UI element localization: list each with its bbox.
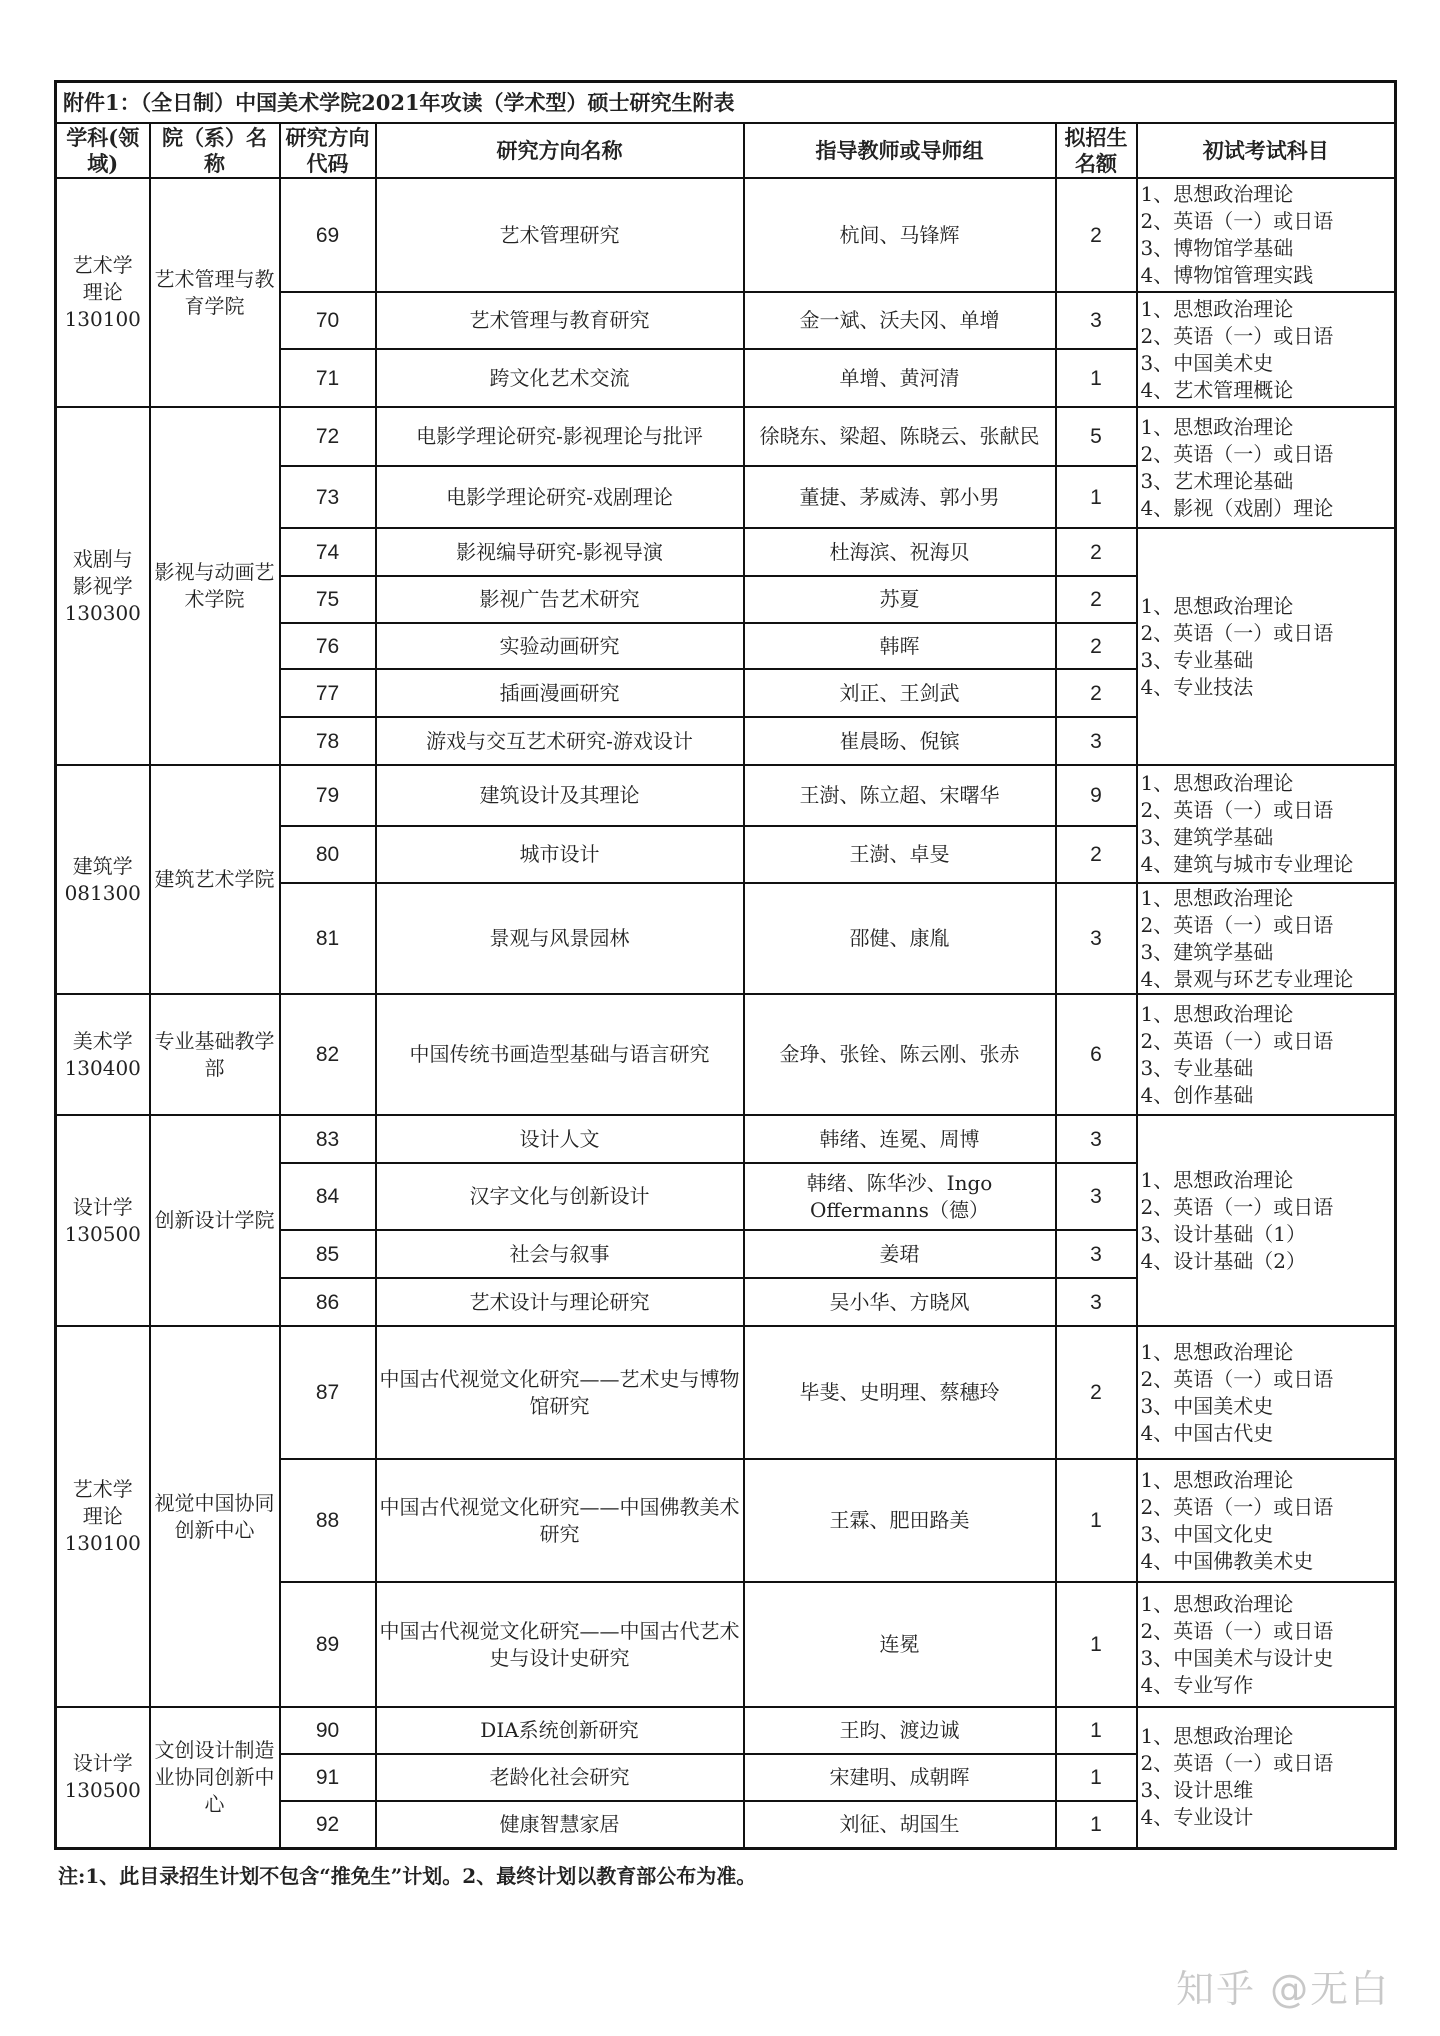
exam-subjects-cell xyxy=(1137,1115,1396,1326)
header-exam: 初试考试科目 xyxy=(1137,123,1396,178)
header-row xyxy=(56,123,1396,178)
department-cell: 文创设计制造业协同创新中心 xyxy=(150,1707,280,1848)
exam-subjects-cell xyxy=(1137,1582,1396,1707)
exam-subjects-cell xyxy=(1137,1459,1396,1582)
advisor-cell: 吴小华、方晓风 xyxy=(744,1278,1056,1326)
department-cell: 建筑艺术学院 xyxy=(150,765,280,994)
exam-subject: 3、建筑学基础 xyxy=(1140,939,1274,964)
exam-subject: 1、思想政治理论 xyxy=(1140,1339,1294,1364)
exam-subjects-cell xyxy=(1137,292,1396,407)
advisor-cell: 韩绪、连冕、周博 xyxy=(744,1115,1056,1163)
exam-subject: 4、中国佛教美术史 xyxy=(1140,1548,1314,1573)
quota-cell: 2 xyxy=(1056,576,1137,623)
exam-subjects-cell xyxy=(1137,178,1396,292)
exam-subjects-cell xyxy=(1137,528,1396,765)
table-row xyxy=(56,407,1396,466)
quota-cell: 1 xyxy=(1056,1754,1137,1801)
advisor-cell: 邵健、康胤 xyxy=(744,883,1056,994)
exam-subject: 2、英语（一）或日语 xyxy=(1140,209,1334,233)
exam-subject: 1、思想政治理论 xyxy=(1140,1001,1294,1026)
direction-cell: 景观与风景园林 xyxy=(376,883,744,994)
table-row xyxy=(56,1115,1396,1163)
exam-subject: 1、思想政治理论 xyxy=(1140,296,1294,321)
exam-subject: 4、专业设计 xyxy=(1140,1805,1254,1830)
quota-cell: 3 xyxy=(1056,1230,1137,1278)
exam-subject: 2、英语（一）或日语 xyxy=(1140,1028,1334,1053)
table-row xyxy=(56,994,1396,1115)
direction-cell: 城市设计 xyxy=(376,826,744,883)
header-quota: 拟招生名额 xyxy=(1056,123,1137,178)
exam-subject: 4、创作基础 xyxy=(1140,1082,1254,1107)
code-cell: 90 xyxy=(280,1707,376,1754)
header-discipline: 学科(领域) xyxy=(56,123,150,178)
code-cell: 84 xyxy=(280,1163,376,1230)
direction-cell: 电影学理论研究-影视理论与批评 xyxy=(376,407,744,466)
direction-cell: 插画漫画研究 xyxy=(376,669,744,717)
advisor-cell: 姜珺 xyxy=(744,1230,1056,1278)
direction-cell: 电影学理论研究-戏剧理论 xyxy=(376,466,744,528)
discipline-cell xyxy=(56,1326,150,1707)
quota-cell: 2 xyxy=(1056,669,1137,717)
quota-cell: 1 xyxy=(1056,1582,1137,1707)
department-cell: 艺术管理与教育学院 xyxy=(150,178,280,407)
quota-cell: 2 xyxy=(1056,623,1137,669)
direction-cell: 中国传统书画造型基础与语言研究 xyxy=(376,994,744,1115)
discipline-line: 影视学 xyxy=(72,573,133,598)
exam-subject: 2、英语（一）或日语 xyxy=(1140,1618,1334,1643)
code-cell: 72 xyxy=(280,407,376,466)
code-cell: 80 xyxy=(280,826,376,883)
direction-cell: 实验动画研究 xyxy=(376,623,744,669)
discipline-line: 设计学 xyxy=(72,1751,133,1776)
title-row xyxy=(56,82,1396,124)
advisor-cell: 王霖、肥田路美 xyxy=(744,1459,1056,1582)
exam-subject: 3、中国美术史 xyxy=(1140,350,1274,375)
advisor-cell: 金一斌、沃夫冈、单增 xyxy=(744,292,1056,349)
exam-subject: 3、设计基础（1） xyxy=(1140,1221,1306,1246)
exam-subject: 1、思想政治理论 xyxy=(1140,885,1294,910)
table-row xyxy=(56,178,1396,292)
quota-cell: 2 xyxy=(1056,528,1137,576)
advisor-cell: 连冕 xyxy=(744,1582,1056,1707)
code-cell: 70 xyxy=(280,292,376,349)
exam-subject: 4、设计基础（2） xyxy=(1140,1248,1306,1273)
exam-subject: 1、思想政治理论 xyxy=(1140,1167,1294,1192)
discipline-line: 理论 xyxy=(82,1504,123,1528)
code-cell: 83 xyxy=(280,1115,376,1163)
advisor-cell: 崔晨旸、倪镔 xyxy=(744,717,1056,765)
discipline-line: 艺术学 xyxy=(72,253,133,277)
exam-subjects-cell xyxy=(1137,765,1396,883)
exam-subject: 1、思想政治理论 xyxy=(1140,1724,1294,1749)
discipline-line: 戏剧与 xyxy=(72,546,133,571)
quota-cell: 3 xyxy=(1056,717,1137,765)
direction-cell: 影视编导研究-影视导演 xyxy=(376,528,744,576)
quota-cell: 1 xyxy=(1056,349,1137,407)
quota-cell: 2 xyxy=(1056,1326,1137,1459)
direction-cell: 艺术管理与教育研究 xyxy=(376,292,744,349)
quota-cell: 3 xyxy=(1056,883,1137,994)
exam-subject: 2、英语（一）或日语 xyxy=(1140,441,1334,466)
department-cell: 创新设计学院 xyxy=(150,1115,280,1326)
department-cell: 影视与动画艺术学院 xyxy=(150,407,280,765)
advisor-cell: 金琤、张铨、陈云刚、张赤 xyxy=(744,994,1056,1115)
department-cell: 专业基础教学部 xyxy=(150,994,280,1115)
exam-subject: 2、英语（一）或日语 xyxy=(1140,1366,1334,1391)
table-title: 附件1：（全日制）中国美术学院2021年攻读（学术型）硕士研究生附表 xyxy=(56,82,1396,124)
footnote: 注:1、此目录招生计划不包含“推免生”计划。2、最终计划以教育部公布为准。 xyxy=(58,1864,757,1888)
header-direction: 研究方向名称 xyxy=(376,123,744,178)
quota-cell: 3 xyxy=(1056,1115,1137,1163)
direction-cell: 游戏与交互艺术研究-游戏设计 xyxy=(376,717,744,765)
exam-subjects-cell xyxy=(1137,883,1396,994)
advisor-cell: 韩绪、陈华沙、Ingo Offermanns（德） xyxy=(744,1163,1056,1230)
discipline-line: 130500 xyxy=(64,1778,141,1803)
quota-cell: 1 xyxy=(1056,466,1137,528)
discipline-line: 081300 xyxy=(64,880,141,905)
code-cell: 88 xyxy=(280,1459,376,1582)
discipline-cell xyxy=(56,765,150,994)
advisor-cell: 单增、黄河清 xyxy=(744,349,1056,407)
code-cell: 69 xyxy=(280,178,376,292)
quota-cell: 3 xyxy=(1056,292,1137,349)
header-code: 研究方向代码 xyxy=(280,123,376,178)
direction-cell: 老龄化社会研究 xyxy=(376,1754,744,1801)
quota-cell: 3 xyxy=(1056,1163,1137,1230)
exam-subject: 4、景观与环艺专业理论 xyxy=(1140,966,1354,991)
exam-subject: 2、英语（一）或日语 xyxy=(1140,323,1334,348)
direction-cell: 中国古代视觉文化研究——中国古代艺术史与设计史研究 xyxy=(376,1582,744,1707)
direction-cell: 建筑设计及其理论 xyxy=(376,765,744,826)
exam-subject: 4、专业写作 xyxy=(1140,1672,1254,1697)
exam-subjects-cell xyxy=(1137,407,1396,528)
advisor-cell: 徐晓东、梁超、陈晓云、张献民 xyxy=(744,407,1056,466)
exam-subject: 1、思想政治理论 xyxy=(1140,182,1294,206)
discipline-line: 艺术学 xyxy=(72,1477,133,1501)
quota-cell: 9 xyxy=(1056,765,1137,826)
exam-subject: 1、思想政治理论 xyxy=(1140,593,1294,618)
exam-subjects-cell xyxy=(1137,1707,1396,1848)
direction-cell: 社会与叙事 xyxy=(376,1230,744,1278)
exam-subject: 4、专业技法 xyxy=(1140,674,1254,699)
quota-cell: 2 xyxy=(1056,826,1137,883)
discipline-line: 美术学 xyxy=(72,1028,133,1053)
watermark: 知乎 @无白 xyxy=(1176,1967,1391,2011)
direction-cell: 影视广告艺术研究 xyxy=(376,576,744,623)
discipline-line: 130400 xyxy=(64,1055,141,1080)
exam-subject: 3、专业基础 xyxy=(1140,647,1254,672)
discipline-line: 130100 xyxy=(64,307,141,331)
enrollment-table xyxy=(54,80,1397,1850)
quota-cell: 5 xyxy=(1056,407,1137,466)
direction-cell: 跨文化艺术交流 xyxy=(376,349,744,407)
exam-subject: 2、英语（一）或日语 xyxy=(1140,620,1334,645)
quota-cell: 1 xyxy=(1056,1459,1137,1582)
discipline-line: 130300 xyxy=(64,600,141,625)
direction-cell: 中国古代视觉文化研究——艺术史与博物馆研究 xyxy=(376,1326,744,1459)
exam-subject: 4、中国古代史 xyxy=(1140,1420,1274,1445)
table-row xyxy=(56,765,1396,826)
exam-subject: 3、中国美术史 xyxy=(1140,1393,1274,1418)
direction-cell: DIA系统创新研究 xyxy=(376,1707,744,1754)
discipline-line: 建筑学 xyxy=(72,853,133,878)
advisor-cell: 杭间、马锋辉 xyxy=(744,178,1056,292)
code-cell: 86 xyxy=(280,1278,376,1326)
direction-cell: 艺术设计与理论研究 xyxy=(376,1278,744,1326)
advisor-cell: 毕斐、史明理、蔡穗玲 xyxy=(744,1326,1056,1459)
exam-subject: 3、专业基础 xyxy=(1140,1055,1254,1080)
code-cell: 91 xyxy=(280,1754,376,1801)
code-cell: 75 xyxy=(280,576,376,623)
exam-subject: 4、影视（戏剧）理论 xyxy=(1140,495,1334,520)
code-cell: 73 xyxy=(280,466,376,528)
discipline-cell xyxy=(56,1707,150,1848)
code-cell: 74 xyxy=(280,528,376,576)
direction-cell: 设计人文 xyxy=(376,1115,744,1163)
code-cell: 76 xyxy=(280,623,376,669)
advisor-cell: 宋建明、成朝晖 xyxy=(744,1754,1056,1801)
discipline-line: 理论 xyxy=(82,280,123,304)
code-cell: 89 xyxy=(280,1582,376,1707)
advisor-cell: 王昀、渡边诚 xyxy=(744,1707,1056,1754)
quota-cell: 1 xyxy=(1056,1801,1137,1848)
exam-subject: 3、中国美术与设计史 xyxy=(1140,1645,1334,1670)
exam-subject: 2、英语（一）或日语 xyxy=(1140,1194,1334,1219)
advisor-cell: 王澍、卓旻 xyxy=(744,826,1056,883)
code-cell: 87 xyxy=(280,1326,376,1459)
exam-subject: 2、英语（一）或日语 xyxy=(1140,1751,1334,1776)
exam-subject: 3、艺术理论基础 xyxy=(1140,468,1294,493)
exam-subject: 3、设计思维 xyxy=(1140,1778,1254,1803)
exam-subject: 1、思想政治理论 xyxy=(1140,1591,1294,1616)
advisor-cell: 刘征、胡国生 xyxy=(744,1801,1056,1848)
exam-subject: 4、博物馆管理实践 xyxy=(1140,263,1314,287)
code-cell: 78 xyxy=(280,717,376,765)
exam-subject: 1、思想政治理论 xyxy=(1140,414,1294,439)
code-cell: 77 xyxy=(280,669,376,717)
discipline-line: 130100 xyxy=(64,1531,141,1555)
header-advisor: 指导教师或导师组 xyxy=(744,123,1056,178)
code-cell: 79 xyxy=(280,765,376,826)
exam-subject: 2、英语（一）或日语 xyxy=(1140,798,1334,822)
table-row xyxy=(56,1326,1396,1459)
direction-cell: 艺术管理研究 xyxy=(376,178,744,292)
exam-subject: 3、博物馆学基础 xyxy=(1140,236,1294,260)
direction-cell: 中国古代视觉文化研究——中国佛教美术研究 xyxy=(376,1459,744,1582)
exam-subject: 4、艺术管理概论 xyxy=(1140,377,1294,402)
discipline-cell xyxy=(56,1115,150,1326)
discipline-cell xyxy=(56,178,150,407)
discipline-cell xyxy=(56,994,150,1115)
exam-subject: 1、思想政治理论 xyxy=(1140,771,1294,795)
discipline-line: 130500 xyxy=(64,1221,141,1246)
department-cell: 视觉中国协同创新中心 xyxy=(150,1326,280,1707)
direction-cell: 汉字文化与创新设计 xyxy=(376,1163,744,1230)
advisor-cell: 杜海滨、祝海贝 xyxy=(744,528,1056,576)
code-cell: 85 xyxy=(280,1230,376,1278)
direction-cell: 健康智慧家居 xyxy=(376,1801,744,1848)
table-row xyxy=(56,1707,1396,1754)
exam-subject: 3、中国文化史 xyxy=(1140,1521,1274,1546)
code-cell: 82 xyxy=(280,994,376,1115)
advisor-cell: 韩晖 xyxy=(744,623,1056,669)
exam-subject: 2、英语（一）或日语 xyxy=(1140,1494,1334,1519)
exam-subjects-cell xyxy=(1137,994,1396,1115)
code-cell: 92 xyxy=(280,1801,376,1848)
exam-subject: 1、思想政治理论 xyxy=(1140,1467,1294,1492)
code-cell: 81 xyxy=(280,883,376,994)
advisor-cell: 苏夏 xyxy=(744,576,1056,623)
discipline-cell xyxy=(56,407,150,765)
exam-subjects-cell xyxy=(1137,1326,1396,1459)
quota-cell: 3 xyxy=(1056,1278,1137,1326)
advisor-cell: 王澍、陈立超、宋曙华 xyxy=(744,765,1056,826)
discipline-line: 设计学 xyxy=(72,1194,133,1219)
exam-subject: 2、英语（一）或日语 xyxy=(1140,912,1334,937)
quota-cell: 1 xyxy=(1056,1707,1137,1754)
header-department: 院（系）名称 xyxy=(150,123,280,178)
code-cell: 71 xyxy=(280,349,376,407)
quota-cell: 6 xyxy=(1056,994,1137,1115)
exam-subject: 4、建筑与城市专业理论 xyxy=(1140,852,1354,876)
advisor-cell: 董捷、茅威涛、郭小男 xyxy=(744,466,1056,528)
exam-subject: 3、建筑学基础 xyxy=(1140,825,1274,849)
advisor-cell: 刘正、王剑武 xyxy=(744,669,1056,717)
quota-cell: 2 xyxy=(1056,178,1137,292)
